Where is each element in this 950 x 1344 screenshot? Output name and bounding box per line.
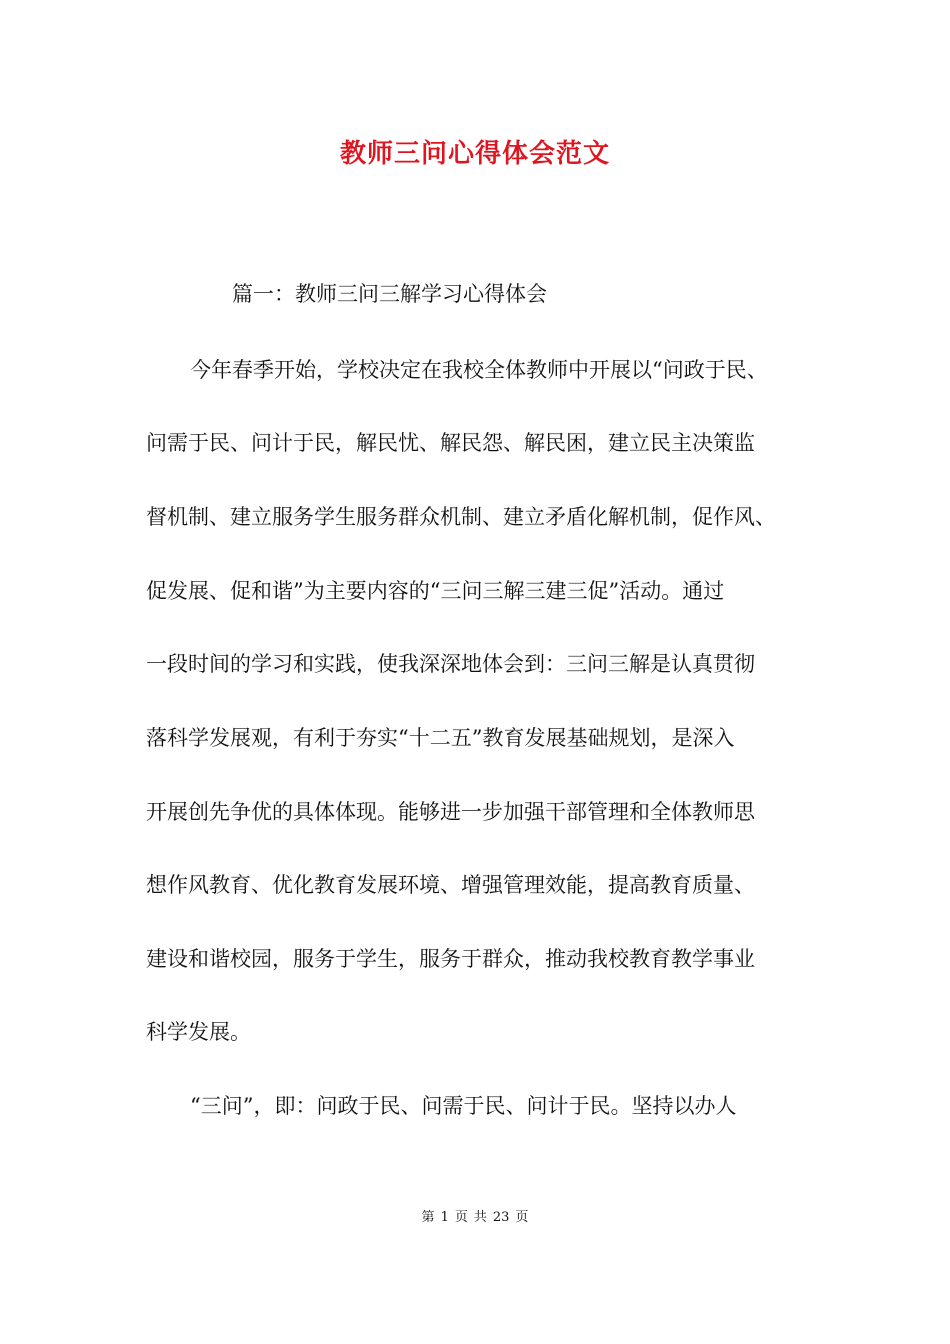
footer-label-total: 共 [473,1210,487,1225]
footer-label-unit: 页 [454,1210,468,1225]
paragraph-line: 今年春季开始，学校决定在我校全体教师中开展以“问政于民、 [190,358,768,382]
paragraph-line: 想作风教育、优化教育发展环境、增强管理效能，提高教育质量、 [146,873,755,897]
paragraph-line: 督机制、建立服务学生服务群众机制、建立矛盾化解机制，促作风、 [146,505,776,529]
paragraph-line: 问需于民、问计于民，解民忧、解民怨、解民困，建立民主决策监 [146,431,755,455]
paragraph-line: “三问”，即：问政于民、问需于民、问计于民。坚持以办人 [190,1094,737,1118]
section-heading: 篇一：教师三问三解学习心得体会 [232,282,547,306]
paragraph-line: 科学发展。 [146,1020,251,1044]
footer-total-pages: 23 [492,1210,510,1225]
paragraph-line: 落科学发展观，有利于夯实“十二五”教育发展基础规划，是深入 [146,726,735,750]
paragraph-line: 开展创先争优的具体体现。能够进一步加强干部管理和全体教师思 [146,800,755,824]
paragraph-line: 促发展、促和谐”为主要内容的“三问三解三建三促”活动。通过 [146,579,725,603]
paragraph-line: 建设和谐校园，服务于学生，服务于群众，推动我校教育教学事业 [146,947,755,971]
document-title: 教师三问心得体会范文 [339,139,610,169]
footer-current-page: 1 [440,1210,449,1225]
paragraph-line: 一段时间的学习和实践，使我深深地体会到：三问三解是认真贯彻 [146,652,755,676]
footer-label-unit-end: 页 [515,1210,529,1225]
footer-label-page: 第 [421,1210,435,1225]
page-footer [0,1208,950,1228]
